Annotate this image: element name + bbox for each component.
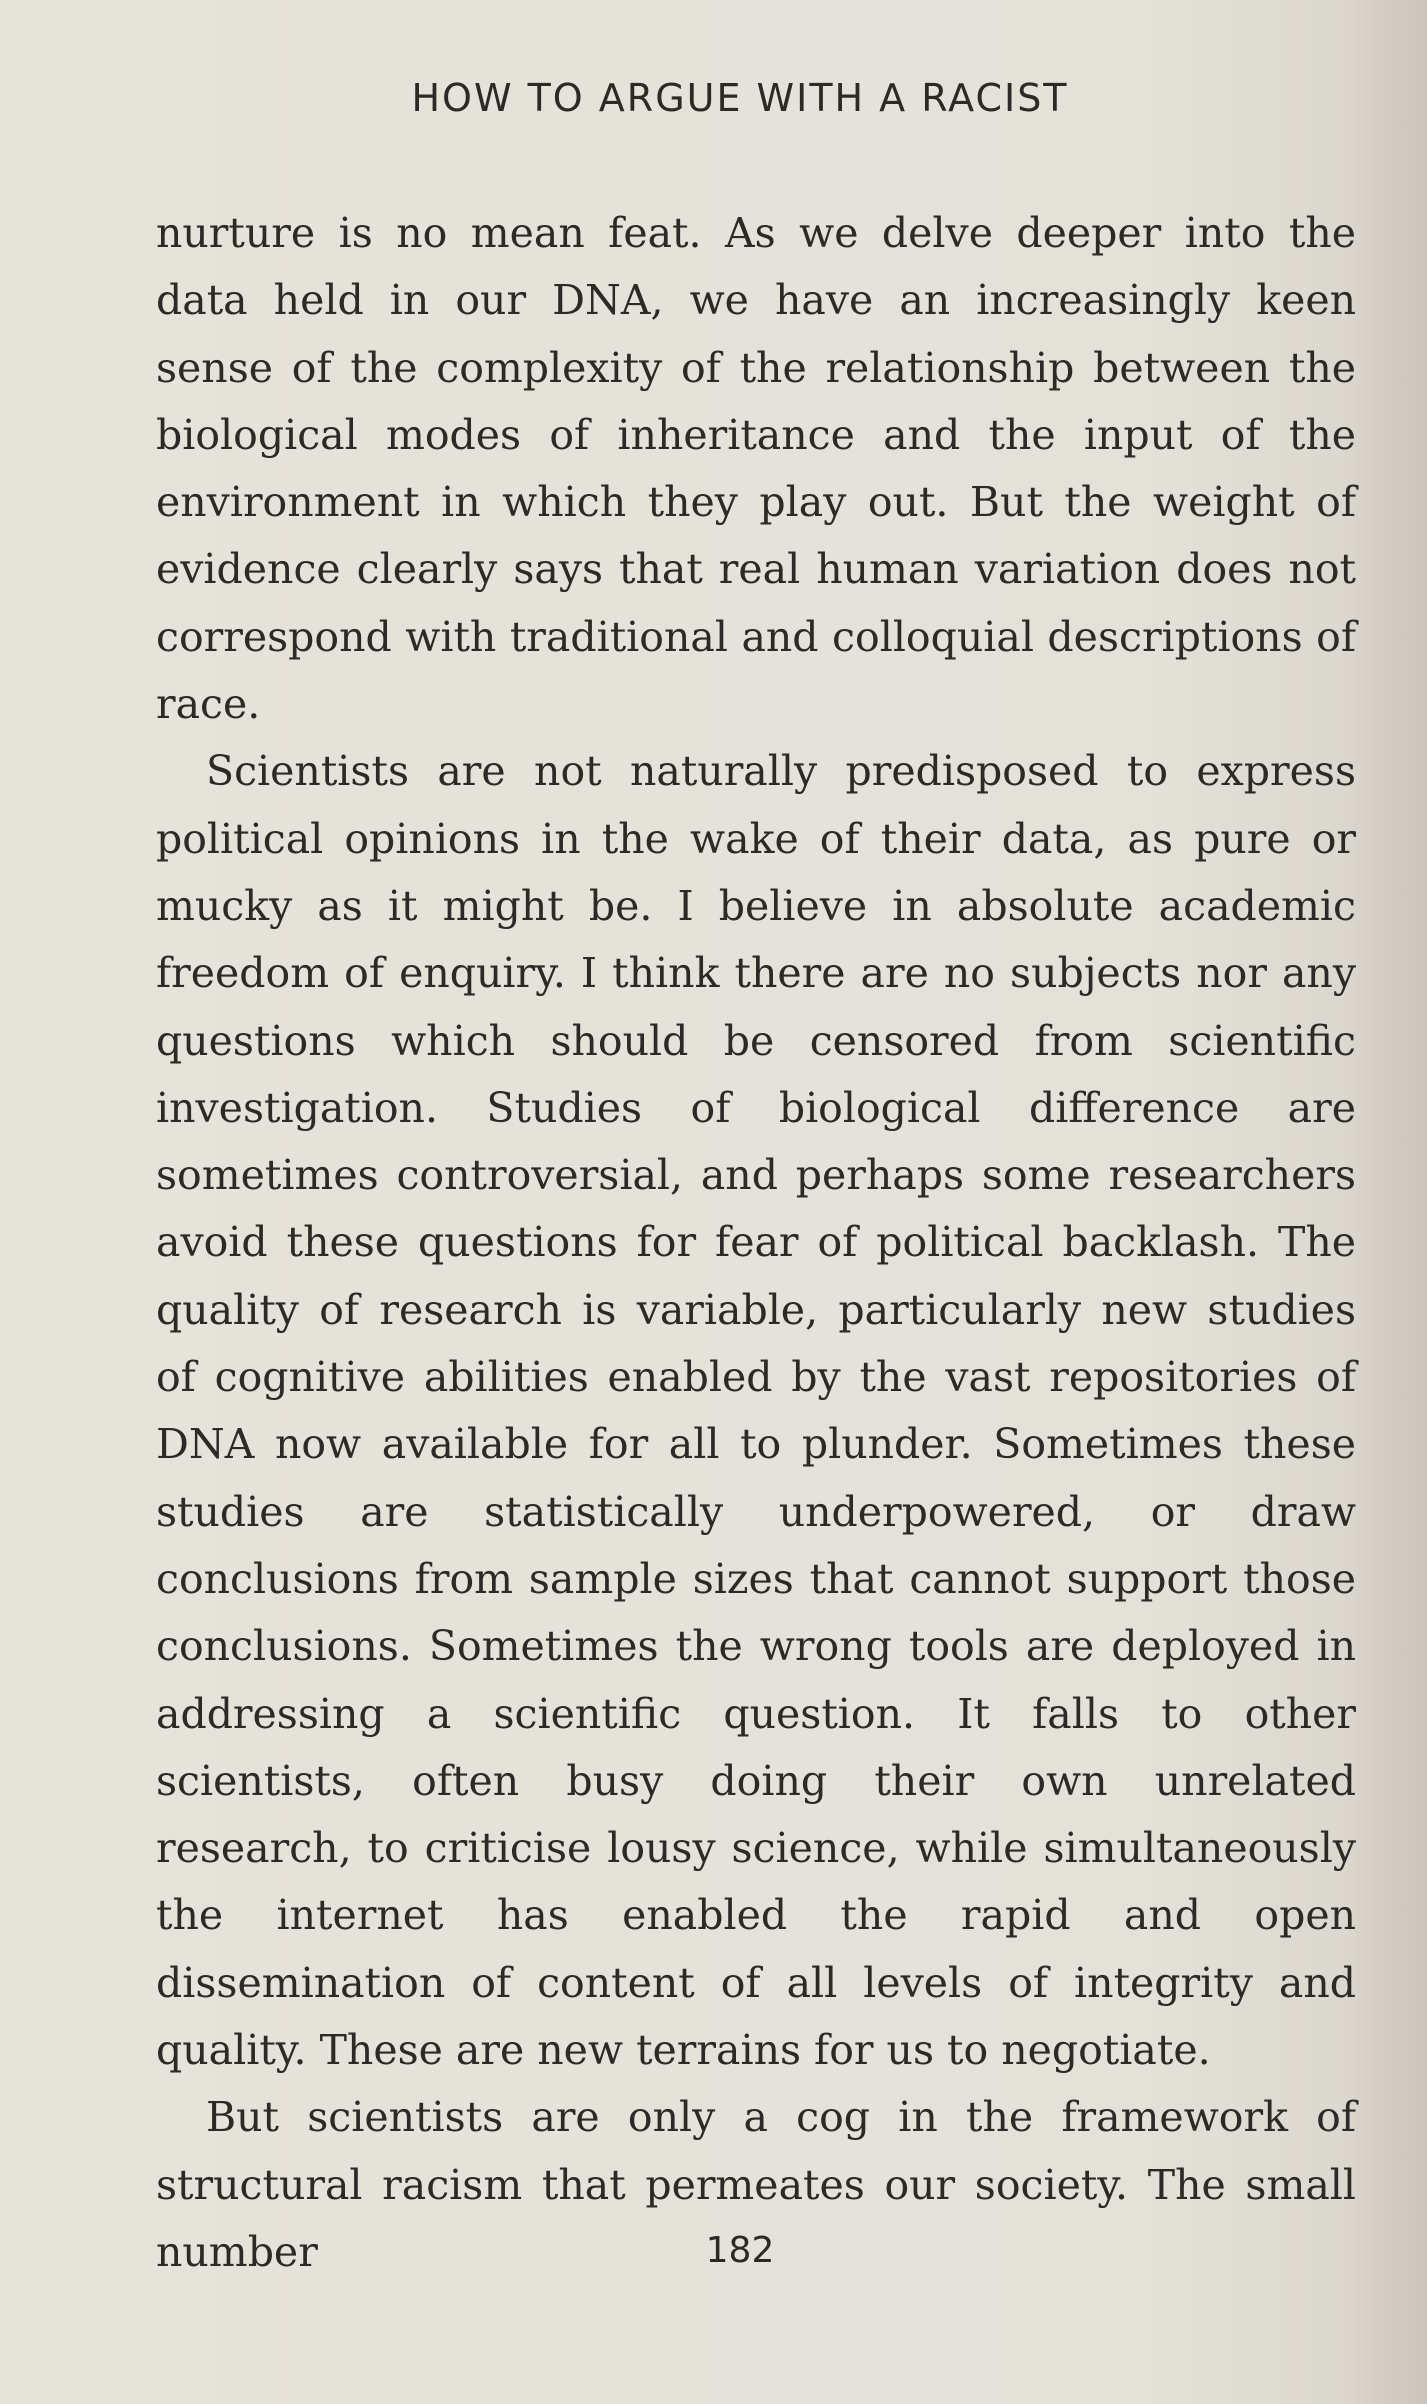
paragraph-1: nurture is no mean feat. As we delve deeper into the data held in our DNA, we have an increasingly keen sense of the complexity of the relationship between the biological modes of inheritance and the input of the environment in which they play out. But the weight of evidence clearly says that real human variation does not correspond with traditional and colloquial descriptions of race. — [156, 209, 1356, 729]
body-text — [156, 200, 1356, 2286]
paragraph-3: But scientists are only a cog in the framework of structural racism that permeates our society. The small number — [156, 2093, 1356, 2276]
page-number: 182 — [705, 2230, 775, 2271]
running-head: HOW TO ARGUE WITH A RACIST — [411, 76, 1069, 120]
paragraph-2: Scientists are not naturally predisposed to express political opinions in the wake of their data, as pure or mucky as it might be. I believe in absolute academic freedom of enquiry. I think there are no subjects nor any questions which should be censored from scientific investigation. Studies of biological difference are sometimes controversial, and perhaps some researchers avoid these questions for fear of political backlash. The quality of research is variable, particularly new studies of cognitive abilities enabled by the vast repositories of DNA now available for all to plunder. Sometimes these studies are statistically underpowered, or draw conclusions from sample sizes that cannot support those conclusions. Sometimes the wrong tools are deployed in addressing a scientific question. It falls to other scientists, often busy doing their own unrelated research, to criticise lousy science, while simultaneously the internet has enabled the rapid and open dissemination of content of all levels of integrity and quality. These are new terrains for us to negotiate. — [156, 747, 1356, 2075]
